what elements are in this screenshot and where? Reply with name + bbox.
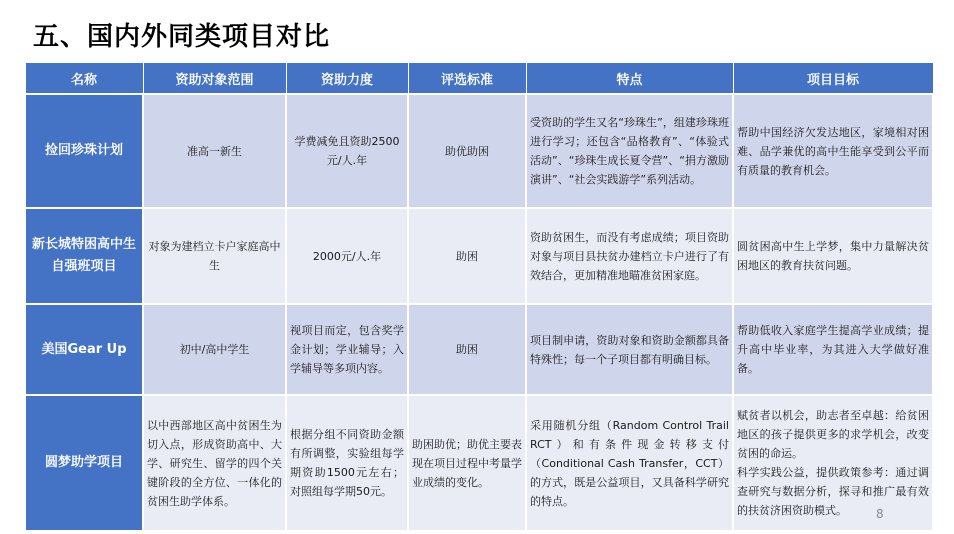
features-cell: 受资助的学生又名“珍珠生”，组建珍珠班进行学习；还包含“品格教育”、“体验式活动”、“珍珠生成长夏令营”、“捐方激励演讲”、“社会实践游学”系列活动。	[526, 94, 733, 208]
table-row	[25, 395, 933, 531]
table-header-row	[25, 63, 933, 95]
features-cell: 采用随机分组（Random Control Trail RCT）和有条件现金转移支付（Conditional Cash Transfer，CCT）的方式，既是公益项目，又具备科学研究的特点。	[526, 395, 733, 531]
criteria-cell: 助困助优；助优主要表现在项目过程中考量学业成绩的变化。	[408, 395, 526, 531]
header-criteria: 评选标准	[408, 63, 526, 95]
project-name-cell: 捡回珍珠计划	[25, 94, 143, 208]
table-row	[25, 208, 933, 304]
table-row	[25, 94, 933, 208]
header-scope: 资助对象范围	[143, 63, 286, 95]
amount-cell: 2000元/人.年	[286, 208, 408, 304]
goal-cell: 圆贫困高中生上学梦，集中力量解决贫困地区的教育扶贫问题。	[733, 208, 933, 304]
project-name-cell: 圆梦助学项目	[25, 395, 143, 531]
header-amount: 资助力度	[286, 63, 408, 95]
goal-cell: 帮助低收入家庭学生提高学业成绩；提升高中毕业率，为其进入大学做好准备。	[733, 304, 933, 395]
scope-cell: 对象为建档立卡户家庭高中生	[143, 208, 286, 304]
header-goal: 项目目标	[733, 63, 933, 95]
slide-title: 五、国内外同类项目对比	[33, 22, 331, 52]
comparison-table	[24, 62, 934, 532]
scope-cell: 初中/高中学生	[143, 304, 286, 395]
amount-cell: 视项目而定，包含奖学金计划；学业辅导；入学辅导等多项内容。	[286, 304, 408, 395]
scope-cell: 准高一新生	[143, 94, 286, 208]
amount-cell: 学费减免且资助2500元/人.年	[286, 94, 408, 208]
goal-cell: 帮助中国经济欠发达地区，家境相对困难、品学兼优的高中生能享受到公平而有质量的教育机会。	[733, 94, 933, 208]
header-features: 特点	[526, 63, 733, 95]
project-name-cell: 新长城特困高中生自强班项目	[25, 208, 143, 304]
scope-cell: 以中西部地区高中贫困生为切入点，形成资助高中、大学、研究生、留学的四个关键阶段的全方位、一体化的贫困生助学体系。	[143, 395, 286, 531]
page-number: 8	[876, 507, 884, 521]
goal-cell: 赋贫者以机会，助志者至卓越：给贫困地区的孩子提供更多的求学机会，改变贫困的命运。 科学实践公益，提供政策参考：通过调查研究与数据分析，探寻和推广最有效的扶贫济困资助模式。	[733, 395, 933, 531]
features-cell: 项目制申请，资助对象和资助金额都具备特殊性；每一个子项目都有明确目标。	[526, 304, 733, 395]
criteria-cell: 助困	[408, 208, 526, 304]
criteria-cell: 助优助困	[408, 94, 526, 208]
table-row	[25, 304, 933, 395]
project-name-cell: 美国Gear Up	[25, 304, 143, 395]
header-name: 名称	[25, 63, 143, 95]
criteria-cell: 助困	[408, 304, 526, 395]
features-cell: 资助贫困生，而没有考虑成绩；项目资助对象与项目县扶贫办建档立卡户进行了有效结合，更加精准地瞄准贫困家庭。	[526, 208, 733, 304]
amount-cell: 根据分组不同资助金额有所调整，实验组每学期资助1500元左右；对照组每学期50元。	[286, 395, 408, 531]
